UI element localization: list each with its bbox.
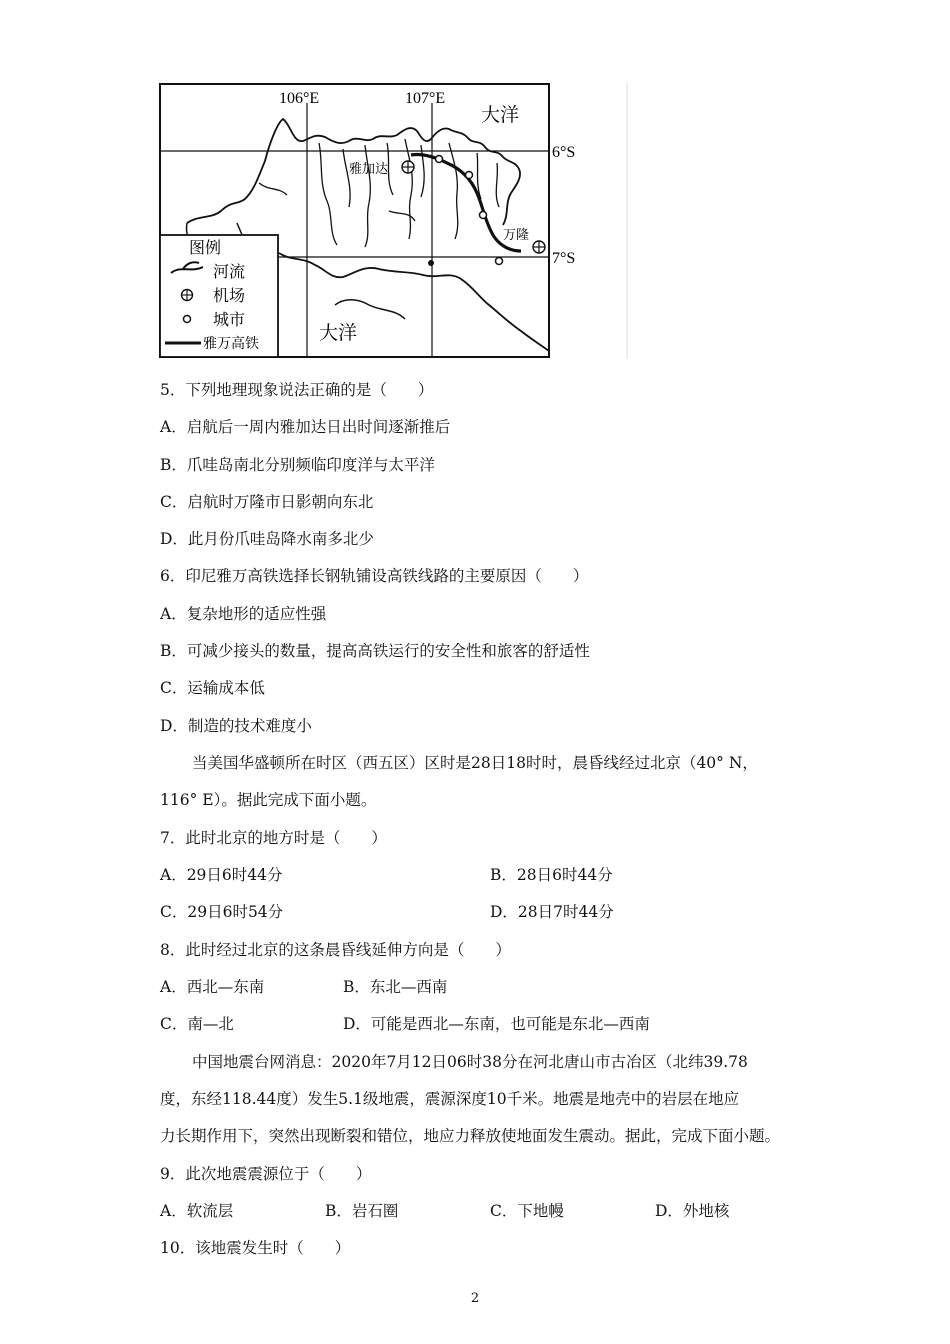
q5-stem: 5．下列地理现象说法正确的是（ ） [160,381,434,399]
legend-railway-label: 雅万高铁 [203,336,259,352]
lon-label-106: 106°E [279,90,320,107]
city-marker [466,172,473,179]
city-marker [496,258,503,265]
passage1-line2: 116° E）。据此完成下面小题。 [160,791,377,809]
city-marker [436,156,443,163]
q6-option-d: D．制造的技术难度小 [160,717,312,735]
q5-option-d: D．此月份爪哇岛降水南多北少 [160,530,374,548]
q8-option-b: B．东北—西南 [343,978,448,996]
lat-label-7s: 7°S [552,250,576,267]
airport-icon-jakarta [402,161,414,173]
q7-option-d: D．28日7时44分 [490,903,614,921]
q8-stem: 8．此时经过北京的这条晨昏线延伸方向是（ ） [160,941,511,959]
legend-city-icon [184,316,191,323]
city-marker [480,212,487,219]
lon-label-107: 107°E [405,90,446,107]
airport-icon-bandung [533,241,545,253]
q8-option-a: A．西北—东南 [160,978,265,996]
q9-stem: 9．此次地震震源位于（ ） [160,1165,372,1183]
q7-option-a: A．29日6时44分 [160,866,283,884]
ocean-label-north: 大洋 [481,104,520,126]
legend-airport-icon [182,290,193,301]
q7-stem: 7．此时北京的地方时是（ ） [160,829,387,847]
q5-option-a: A．启航后一周内雅加达日出时间逐渐推后 [160,418,451,436]
passage2-line1: 中国地震台网消息：2020年7月12日06时38分在河北唐山市古冶区（北纬39.78 [192,1053,748,1071]
passage1-line1: 当美国华盛顿所在时区（西五区）区时是28日18时时，晨昏线经过北京（40° N， [192,754,758,772]
q6-option-c: C．运输成本低 [160,679,265,697]
legend-airport-label: 机场 [213,286,246,305]
q7-option-b: B．28日6时44分 [490,866,613,884]
q6-option-b: B．可减少接头的数量，提高高铁运行的安全性和旅客的舒适性 [160,642,590,660]
q8-option-d: D．可能是西北—东南，也可能是东北—西南 [343,1015,650,1033]
city-marker [428,260,434,266]
ocean-label-south: 大洋 [319,322,358,344]
legend-river-label: 河流 [213,262,246,281]
q6-option-a: A．复杂地形的适应性强 [160,605,327,623]
legend-title: 图例 [189,238,222,257]
q6-stem: 6．印尼雅万高铁选择长钢轨铺设高铁线路的主要原因（ ） [160,567,589,585]
q8-option-c: C．南—北 [160,1015,234,1033]
q7-option-c: C．29日6时54分 [160,903,284,921]
java-map-figure [159,83,629,359]
q5-option-b: B．爪哇岛南北分别频临印度洋与太平洋 [160,456,435,474]
legend-city-label: 城市 [213,310,246,329]
q9-option-c: C．下地幔 [490,1202,564,1220]
q9-option-b: B．岩石圈 [325,1202,399,1220]
q5-option-c: C．启航时万隆市日影朝向东北 [160,493,374,511]
page-number: 2 [470,1291,480,1306]
map-legend [160,235,278,357]
lat-label-6s: 6°S [552,144,576,161]
passage2-line2: 度，东经118.44度）发生5.1级地震，震源深度10千米。地震是地壳中的岩层在地应 [160,1090,740,1108]
q9-option-d: D．外地核 [655,1202,730,1220]
q9-option-a: A．软流层 [160,1202,234,1220]
city-label-bandung: 万隆 [503,228,530,243]
city-label-jakarta: 雅加达 [349,162,389,177]
q10-stem: 10．该地震发生时（ ） [160,1239,351,1257]
passage2-line3: 力长期作用下，突然出现断裂和错位，地应力释放使地面发生震动。据此，完成下面小题。 [160,1127,781,1145]
